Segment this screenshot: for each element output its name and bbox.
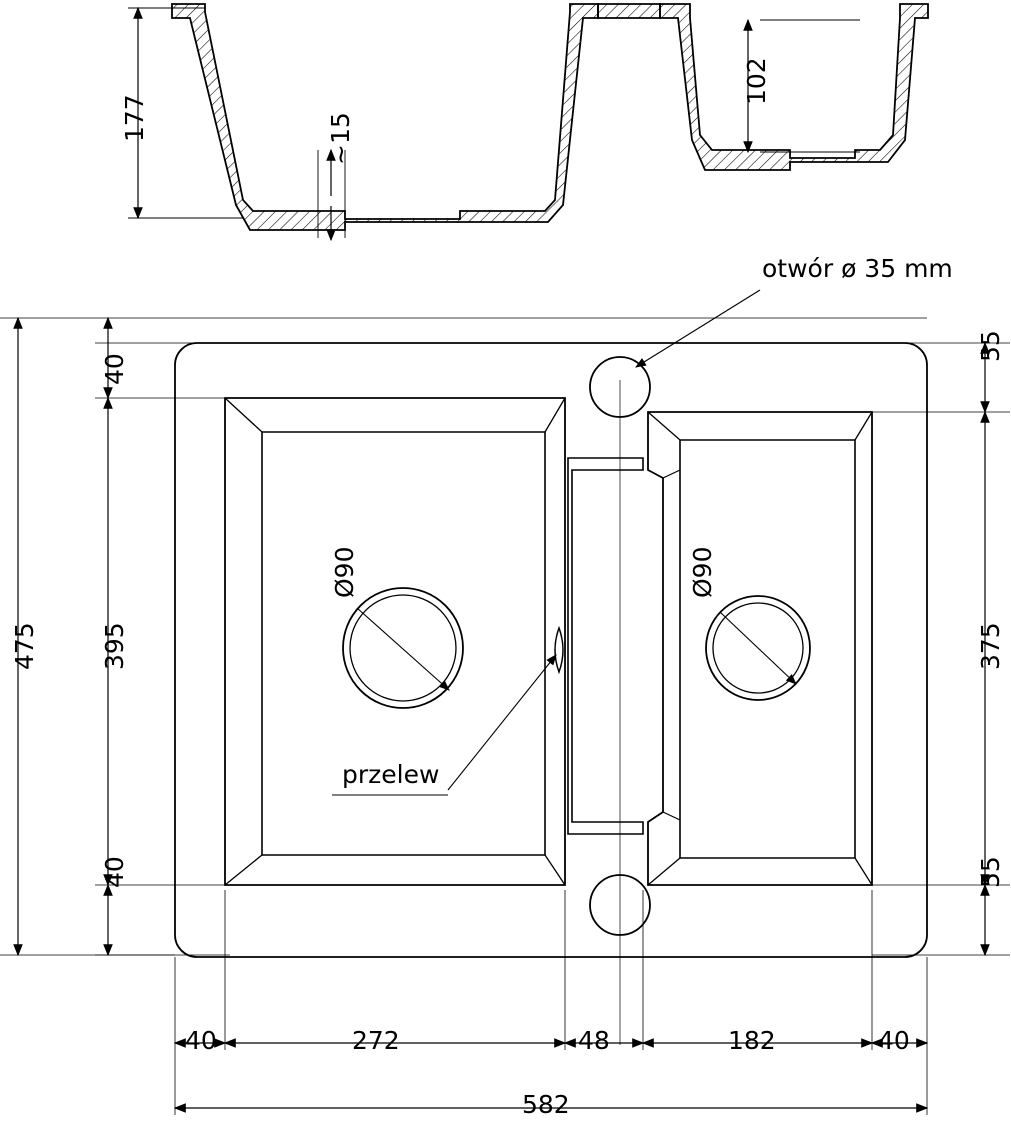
dim-right-inner-height: 375: [976, 622, 1005, 670]
dim-drain-small: Ø90: [688, 546, 717, 598]
dim-bridge-width: 48: [578, 1026, 610, 1055]
tap-hole-annotation: otwór ø 35 mm: [762, 254, 953, 283]
dim-depth-small: 102: [742, 57, 771, 105]
dim-overall-height: 475: [10, 622, 39, 670]
dim-bottom-margin: 40: [100, 856, 129, 888]
dim-bowl-small-width: 182: [728, 1026, 776, 1055]
dim-inner-height: 395: [100, 622, 129, 670]
dim-drain-main: Ø90: [330, 546, 359, 598]
dim-bowl-main-width: 272: [352, 1026, 400, 1055]
dim-left-margin: 40: [185, 1026, 217, 1055]
dim-wall-thickness: ~15: [326, 112, 355, 165]
overflow-annotation: przelew: [342, 760, 440, 789]
dim-depth-main: 177: [120, 94, 149, 142]
dim-right-bottom-margin: 55: [976, 856, 1005, 888]
dim-overall-width: 582: [522, 1090, 570, 1119]
dim-right-top-margin: 55: [976, 330, 1005, 362]
dim-right-margin: 40: [878, 1026, 910, 1055]
dim-top-margin: 40: [100, 353, 129, 385]
